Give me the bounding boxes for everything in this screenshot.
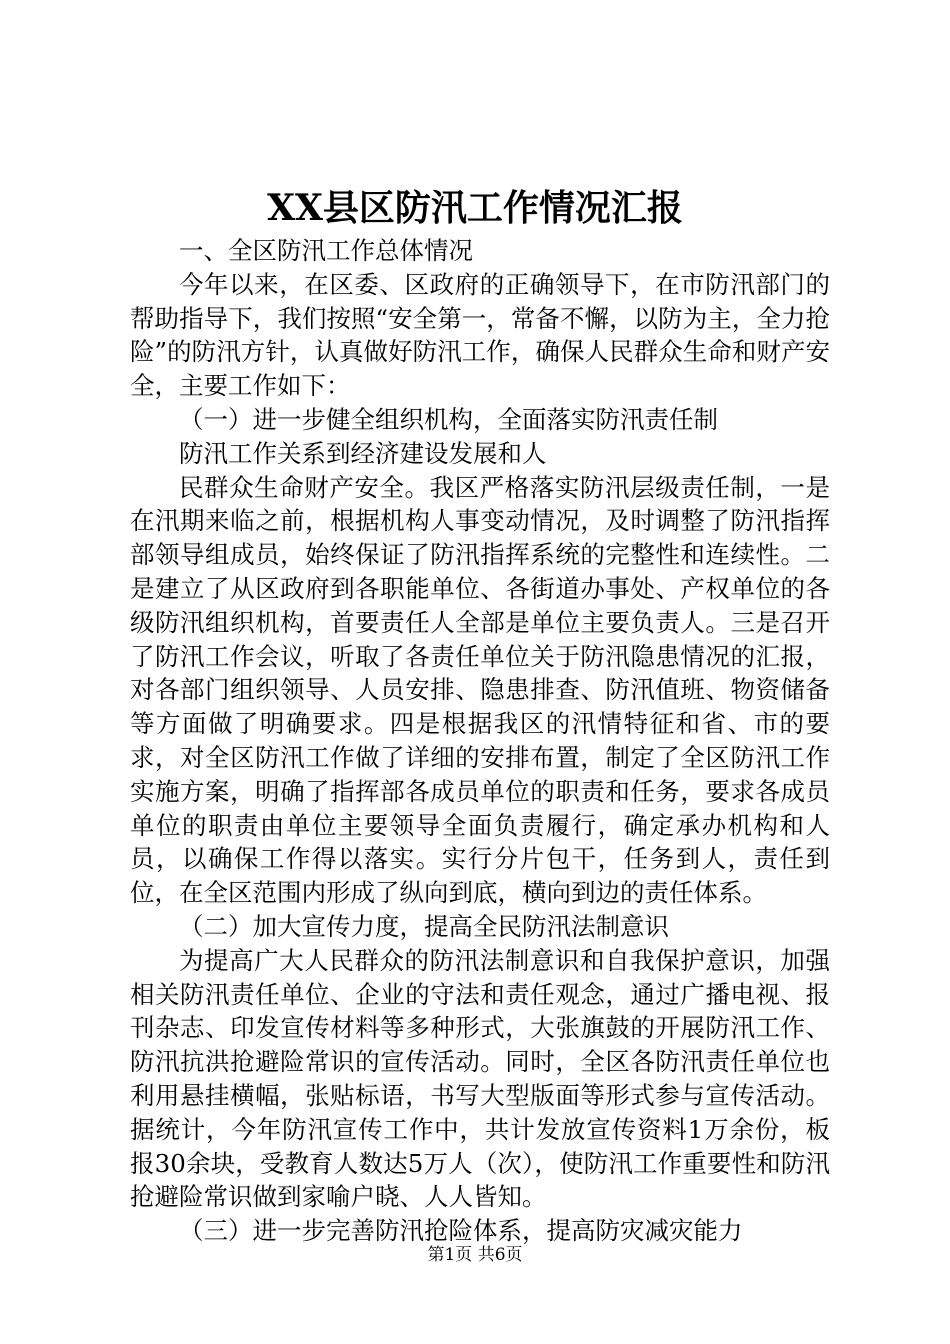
subsection-heading: （一）进一步健全组织机构，全面落实防汛责任制 (179, 404, 718, 434)
paragraph: 防汛工作关系到经济建设发展和人 (179, 438, 547, 468)
page-number: 第1页 共6页 (427, 1245, 523, 1265)
subsection-heading: （二）加大宣传力度，提高全民防汛法制意识 (179, 911, 669, 941)
section-heading: 一、全区防汛工作总体情况 (179, 236, 473, 265)
paragraph: 民群众生命财产安全。我区严格落实防汛层级责任制，一是在汛期来临之前，根据机构人事变动情况，及时调整了防汛指挥部领导组成员，始终保证了防汛指挥系统的完整性和连续性。二是建立了从区政府到各职能单位、各街道办事处、产权单位的各级防汛组织机构，首要责任人全部是单位主要负责人。三是召开了防汛工作会议，听取了各责任单位关于防汛隐患情况的汇报，对各部门组织领导、人员安排、隐患排查、防汛值班、物资储备等方面做了明确要求。四是根据我区的汛情特征和省、市的要求，对全区防汛工作做了详细的安排布置，制定了全区防汛工作实施方案，明确了指挥部各成员单位的职责和任务，要求各成员单位的职责由单位主要领导全面负责履行，确定承办机构和人员，以确保工作得以落实。实行分片包干，任务到人，责任到位，在全区范围内形成了纵向到底，横向到边的责任体系。 (130, 472, 830, 908)
subsection-heading: （三）进一步完善防汛抢险体系，提高防灾减灾能力 (179, 1216, 743, 1246)
paragraph: 为提高广大人民群众的防汛法制意识和自我保护意识，加强相关防汛责任单位、企业的守法和责任观念，通过广播电视、报刊杂志、印发宣传材料等多种形式，大张旗鼓的开展防汛工作、防汛抗洪抢避险常识的宣传活动。同时，全区各防汛责任单位也利用悬挂横幅，张贴标语，书写大型版面等形式参与宣传活动。据统计，今年防汛宣传工作中，共计发放宣传资料1万余份，板报30余块，受教育人数达5万人（次），使防汛工作重要性和防汛抢避险常识做到家喻户晓、人人皆知。 (130, 945, 830, 1212)
document-body (130, 234, 830, 1248)
paragraph: 今年以来，在区委、区政府的正确领导下，在市防汛部门的帮助指导下，我们按照“安全第一，常备不懈，以防为主，全力抢险”的防汛方针，认真做好防汛工作，确保人民群众生命和财产安全，主要工作如下： (130, 269, 830, 401)
document-title: XX县区防汛工作情况汇报 (267, 187, 683, 229)
